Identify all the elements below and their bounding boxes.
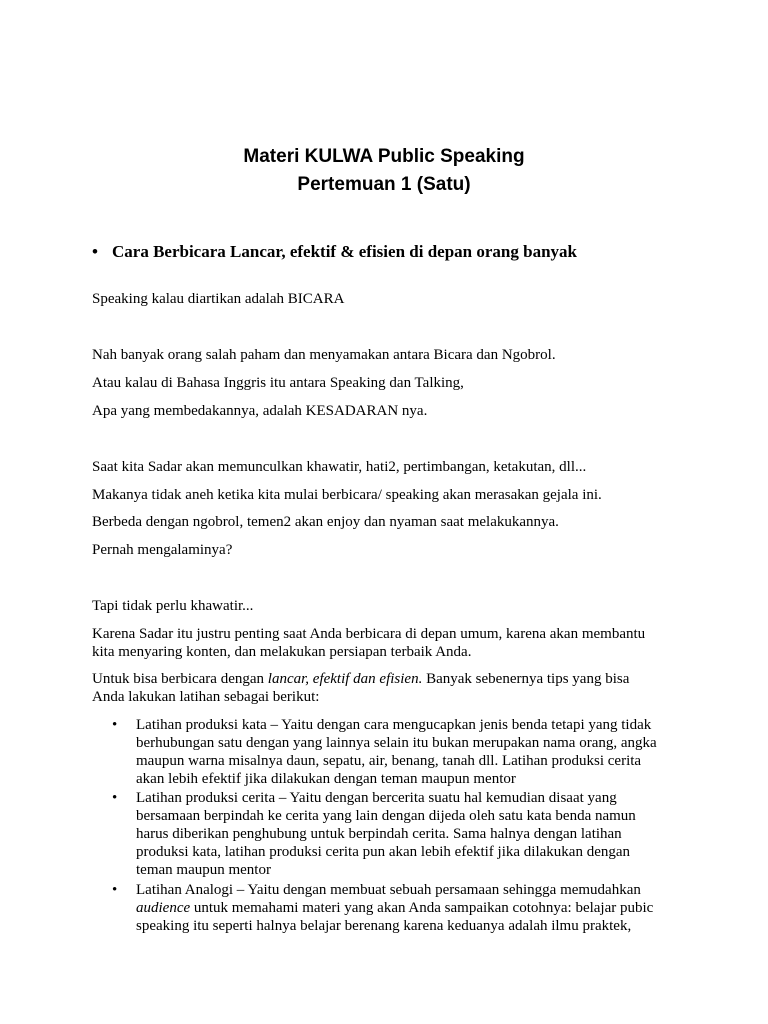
list-item bbox=[112, 716, 675, 788]
paragraph-11-post: Banyak sebenernya tips yang bisa bbox=[422, 671, 630, 687]
paragraph-10-line-1: Karena Sadar itu justru penting saat Anda berbicara di depan umum, karena akan membantu bbox=[92, 626, 646, 642]
list-item-line: speaking itu seperti halnya belajar berenang karena keduanya adalah ilmu praktek, bbox=[136, 918, 632, 934]
list-item-italic: audience bbox=[136, 900, 191, 916]
paragraph-3: Atau kalau di Bahasa Inggris itu antara Speaking dan Talking, bbox=[92, 375, 464, 391]
list-item-line: maupun warna misalnya daun, sepatu, air, benang, tanah dll. Latihan produksi cerita bbox=[136, 753, 642, 769]
paragraph-11-pre: Untuk bisa berbicara dengan bbox=[92, 671, 268, 687]
list-item-text bbox=[136, 881, 675, 935]
list-item-line: Latihan produksi cerita – Yaitu dengan bercerita suatu hal kemudian disaat yang bbox=[136, 790, 617, 806]
list-item-line: untuk memahami materi yang akan Anda sampaikan cotohnya: belajar pubic bbox=[190, 900, 654, 916]
list-item-line: Latihan produksi kata – Yaitu dengan cara mengucapkan jenis benda tetapi yang tidak bbox=[136, 717, 652, 733]
heading-bullet: • bbox=[92, 242, 98, 261]
bullet-mark: • bbox=[112, 790, 118, 806]
paragraph-7: Berbeda dengan ngobrol, temen2 akan enjoy dan nyaman saat melakukannya. bbox=[92, 514, 559, 530]
list-item-line: akan lebih efektif jika dilakukan dengan teman maupun mentor bbox=[136, 771, 516, 787]
paragraph-8: Pernah mengalaminya? bbox=[92, 542, 233, 558]
list-item-text bbox=[136, 716, 675, 788]
bullet-mark: • bbox=[112, 717, 118, 733]
section-heading bbox=[92, 241, 708, 263]
list-item bbox=[112, 789, 675, 879]
list-item-line: produksi kata, latihan produksi cerita pun akan lebih efektif jika dilakukan dengan bbox=[136, 844, 631, 860]
list-item-line: bersamaan berpindah ke cerita yang lain dengan dijeda oleh satu kata benda namun bbox=[136, 808, 636, 824]
paragraph-2: Nah banyak orang salah paham dan menyamakan antara Bicara dan Ngobrol. bbox=[92, 347, 556, 363]
document-title: Materi KULWA Public Speaking bbox=[243, 146, 525, 167]
paragraph-4: Apa yang membedakannya, adalah KESADARAN nya. bbox=[92, 403, 428, 419]
list-item-text bbox=[136, 789, 675, 879]
section-heading-text: Cara Berbicara Lancar, efektif & efisien di depan orang banyak bbox=[112, 242, 577, 261]
paragraph-9: Tapi tidak perlu khawatir... bbox=[92, 598, 254, 614]
list-item bbox=[112, 881, 675, 935]
bullet-mark: • bbox=[112, 882, 118, 898]
list-item-line: teman maupun mentor bbox=[136, 862, 271, 878]
paragraph-6: Makanya tidak aneh ketika kita mulai berbicara/ speaking akan merasakan gejala ini. bbox=[92, 487, 602, 503]
paragraph-10-line-2: kita menyaring konten, dan melakukan persiapan terbaik Anda. bbox=[92, 644, 472, 660]
list-item-line: berhubungan satu dengan yang lainnya selain itu bukan merupakan nama orang, angka bbox=[136, 735, 657, 751]
paragraph-1: Speaking kalau diartikan adalah BICARA bbox=[92, 291, 345, 307]
list-item-line: Latihan Analogi – Yaitu dengan membuat sebuah persamaan sehingga memudahkan bbox=[136, 882, 641, 898]
paragraph-10 bbox=[92, 625, 676, 661]
document-subtitle: Pertemuan 1 (Satu) bbox=[297, 174, 471, 195]
paragraph-5: Saat kita Sadar akan memunculkan khawatir, hati2, pertimbangan, ketakutan, dll... bbox=[92, 459, 587, 475]
list-item-line: harus diberikan penghubung untuk berpindah cerita. Sama halnya dengan latihan bbox=[136, 826, 622, 842]
paragraph-11-italic: lancar, efektif dan efisien. bbox=[267, 671, 423, 687]
paragraph-11-line-2: Anda lakukan latihan sebagai berikut: bbox=[92, 689, 320, 705]
paragraph-11 bbox=[92, 670, 676, 706]
